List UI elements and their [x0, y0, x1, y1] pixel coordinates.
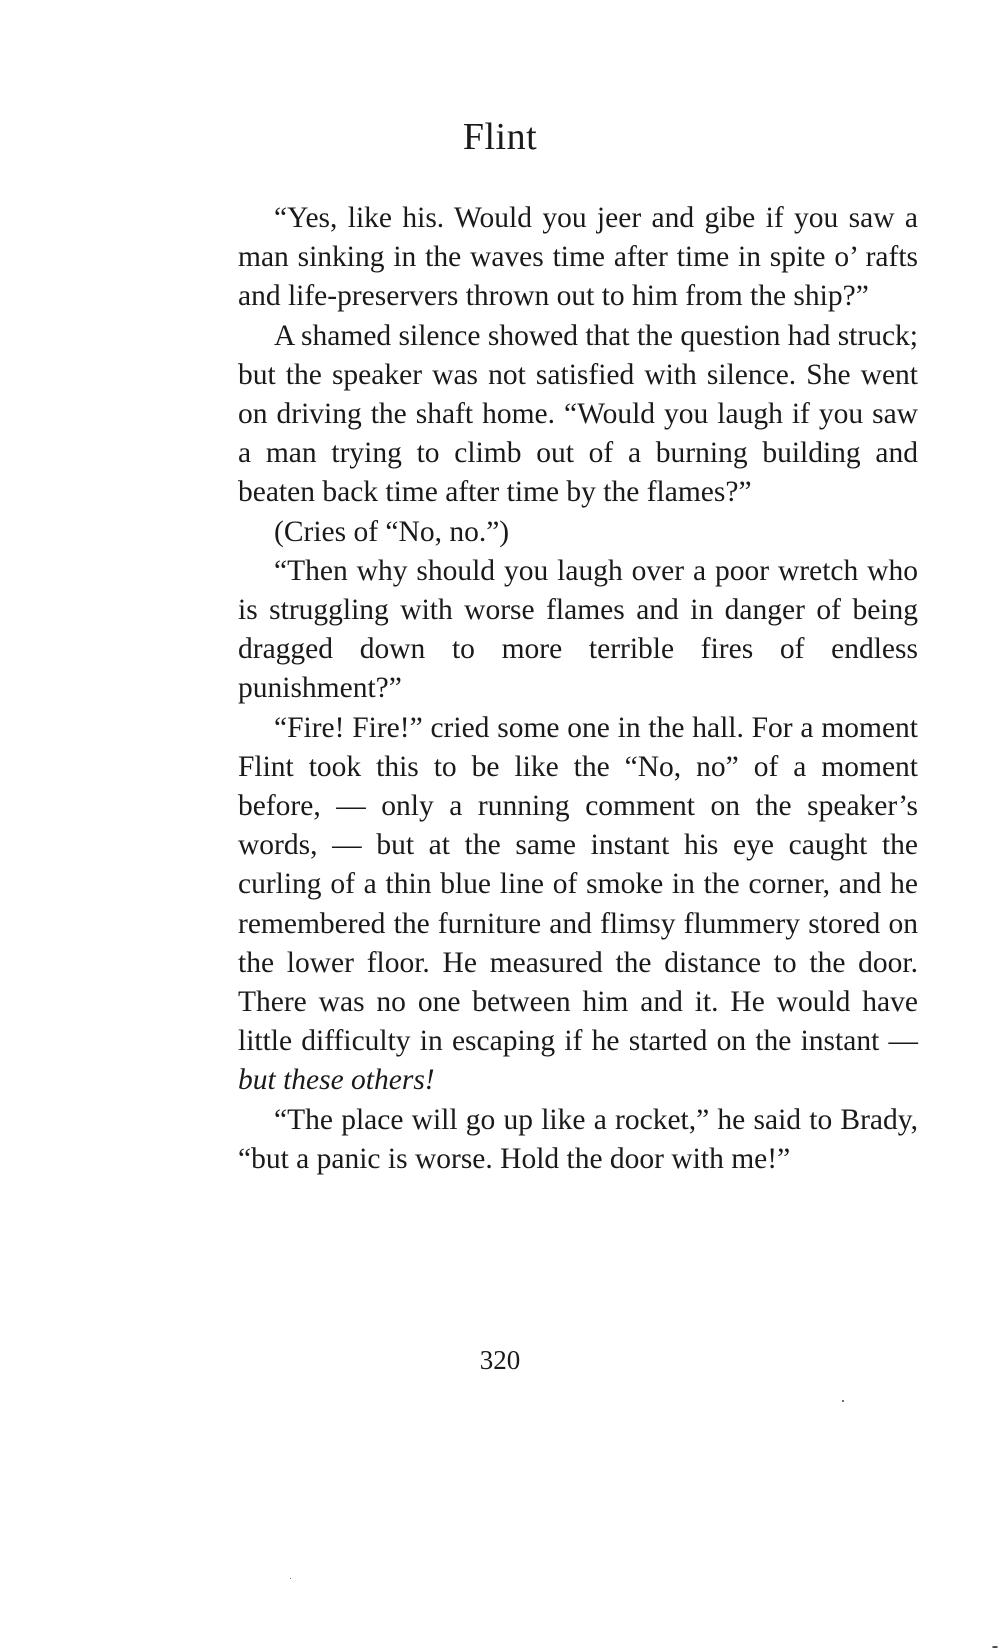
paragraph [238, 709, 918, 1101]
paragraph: A shamed silence showed that the question had struck; but the speaker was not satisfied with silence. She went on driving the shaft home. “Would you laugh if you saw a man trying to climb out of a burning building and beaten back time after time by the flames?” [238, 319, 918, 509]
italic-phrase: but these others! [238, 1064, 435, 1097]
ink-speck [290, 1578, 291, 1579]
body-text [238, 199, 918, 1179]
paragraph-text: “Fire! Fire!” cried some one in the hall. For a moment Flint took this to be like the “No, no” of a moment before, — only a running comment on the speaker’s words, — but at the same instant his eye caught the curling of a thin blue line of smoke in the corner, and he remembered the furniture and flimsy flummery stored on the lower floor. He measured the distance to the door. There was no one between him and it. He would have little difficulty in escaping if he started on the instant — [238, 711, 918, 1058]
paragraph: “Then why should you laugh over a poor wretch who is struggling with worse flames and in danger of being dragged down to more terrible fires of endless punishment?” [238, 554, 918, 705]
ink-speck [992, 1646, 998, 1648]
paragraph: (Cries of “No, no.”) [274, 515, 510, 548]
paragraph: “Yes, like his. Would you jeer and gibe if you saw a man sinking in the waves time after time in spite o’ rafts and life-preservers thrown out to him from the ship?” [238, 202, 918, 313]
page-number: 320 [479, 1345, 521, 1375]
paragraph: “The place will go up like a rocket,” he said to Brady, “but a panic is worse. Hold the door with me!” [238, 1103, 918, 1175]
running-title: Flint [462, 116, 538, 158]
ink-speck [842, 1400, 844, 1402]
